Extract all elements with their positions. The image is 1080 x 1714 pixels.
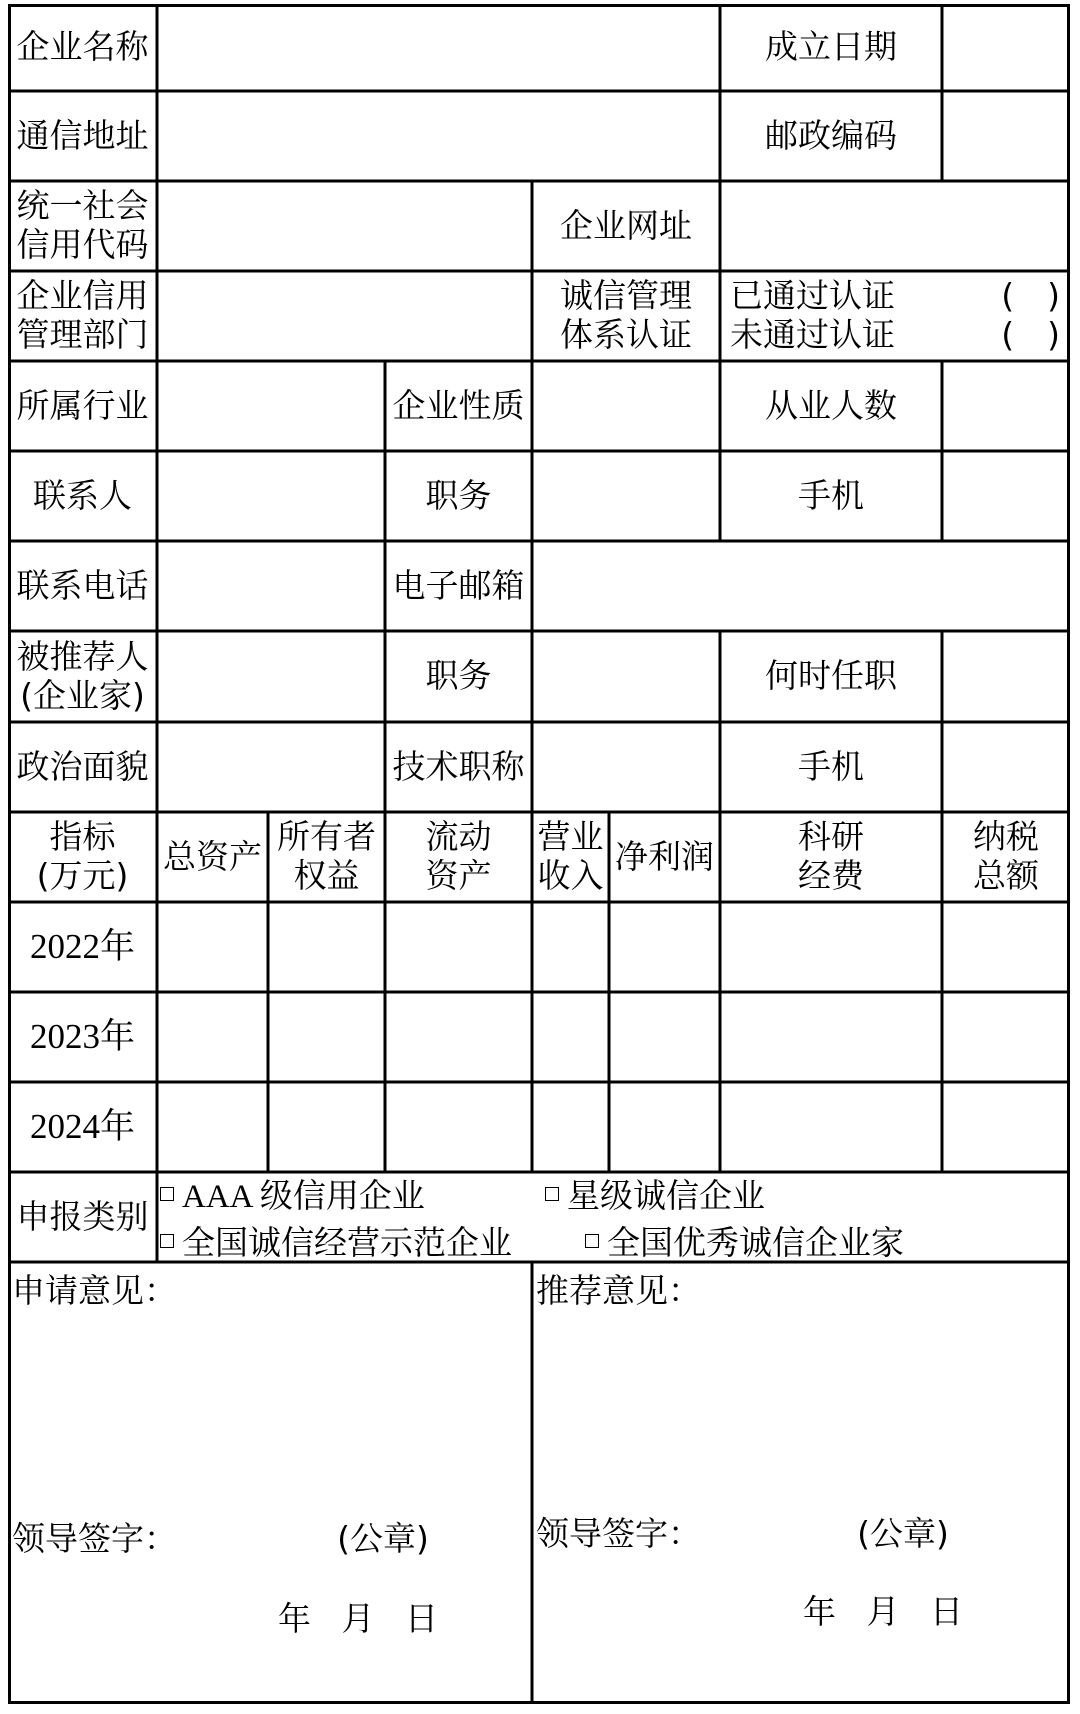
recommend-date-year: 年 (803, 1591, 836, 1631)
cert-passed-mark[interactable]: ( ) (1001, 276, 1060, 316)
email-label: 电子邮箱 (392, 565, 525, 605)
category-label: 申报类别 (16, 1196, 149, 1236)
financial-cell[interactable] (385, 992, 532, 1082)
category-option-entrepreneur[interactable] (585, 1217, 904, 1264)
financial-cell[interactable] (268, 1082, 385, 1172)
apply-date-month: 月 (341, 1598, 375, 1638)
nominee-field[interactable] (157, 631, 385, 722)
financial-cell[interactable] (942, 1082, 1070, 1172)
year-2023-label: 2023年 (29, 1017, 135, 1057)
recommend-sign-label: 领导签字： (536, 1513, 701, 1553)
col-header-rd-funds-line2: 经费 (798, 856, 864, 895)
cert-passed-label: 已通过认证 (730, 276, 895, 316)
col-header-revenue-line1: 营业 (537, 817, 604, 857)
col-header-current-assets-line1: 流动 (425, 817, 492, 857)
founded-date-field[interactable] (942, 4, 1070, 91)
col-header-current-assets (385, 812, 532, 902)
contact-mobile-field[interactable] (942, 451, 1070, 541)
star-option-label: 星级诚信企业 (567, 1176, 765, 1215)
tech-title-label: 技术职称 (392, 746, 525, 786)
nominee-position-label: 职务 (425, 656, 492, 696)
financial-cell[interactable] (532, 1082, 609, 1172)
financial-cell[interactable] (942, 992, 1070, 1082)
industry-label: 所属行业 (16, 385, 149, 425)
employees-field[interactable] (942, 361, 1070, 451)
contact-label: 联系人 (33, 475, 132, 515)
recommend-date-month: 月 (866, 1591, 900, 1631)
col-header-tax-total-line2: 总额 (973, 856, 1039, 895)
recommend-seal-label: (公章) (857, 1513, 949, 1553)
col-header-total-assets-line1: 总资产 (163, 836, 262, 876)
col-header-owner-equity (268, 812, 385, 902)
col-header-tax-total (942, 812, 1070, 902)
category-row-1 (160, 1170, 1065, 1217)
col-header-total-assets (157, 812, 268, 902)
application-form (8, 4, 1070, 1704)
founded-date-label: 成立日期 (765, 27, 897, 67)
cert-not-passed-mark[interactable]: ( ) (1001, 315, 1060, 354)
website-field[interactable] (720, 181, 1070, 271)
phone-label: 联系电话 (16, 565, 149, 605)
aaa-option-label: AAA 级信用企业 (182, 1179, 425, 1215)
financial-cell[interactable] (720, 992, 942, 1082)
nominee-label-line2: (企业家) (20, 675, 145, 715)
contact-field[interactable] (157, 451, 385, 541)
contact-mobile-label: 手机 (798, 475, 864, 515)
apply-seal-label: (公章) (337, 1518, 429, 1558)
financial-cell[interactable] (609, 992, 720, 1082)
apply-opinion-field[interactable] (12, 1316, 528, 1516)
nature-field[interactable] (532, 361, 720, 451)
demo-enterprise-checkbox[interactable] (160, 1234, 174, 1248)
financial-cell[interactable] (385, 902, 532, 992)
email-field[interactable] (532, 541, 1070, 631)
col-header-net-profit-line1: 净利润 (615, 836, 714, 876)
star-checkbox[interactable] (545, 1187, 559, 1201)
cert-not-passed-option[interactable] (730, 316, 1060, 355)
apply-date-day: 日 (405, 1598, 438, 1638)
nominee-position-field[interactable] (532, 631, 720, 722)
financial-cell[interactable] (609, 902, 720, 992)
integrity-cert-label-line1: 诚信管理 (560, 276, 692, 316)
nominee-mobile-label: 手机 (798, 746, 864, 786)
tech-title-field[interactable] (532, 722, 720, 812)
credit-code-label-line1: 统一社会 (16, 186, 149, 226)
credit-dept-label-line2: 管理部门 (16, 315, 149, 354)
company-name-label: 企业名称 (16, 27, 149, 67)
employees-label: 从业人数 (765, 385, 897, 425)
indicator-header (8, 812, 157, 902)
credit-dept-label (8, 271, 157, 361)
integrity-cert-label (532, 271, 720, 361)
apply-date-year: 年 (278, 1598, 311, 1638)
credit-code-label-line2: 信用代码 (16, 225, 149, 264)
cert-not-passed-label: 未通过认证 (730, 315, 895, 354)
website-label: 企业网址 (560, 205, 692, 245)
recommend-opinion-field[interactable] (536, 1316, 1066, 1516)
financial-cell[interactable] (157, 992, 268, 1082)
financial-cell[interactable] (532, 992, 609, 1082)
year-2022-label: 2022年 (29, 927, 135, 967)
since-label: 何时任职 (765, 656, 897, 696)
financial-cell[interactable] (720, 902, 942, 992)
credit-dept-field[interactable] (157, 271, 532, 361)
financial-cell[interactable] (720, 1082, 942, 1172)
nominee-label-line1: 被推荐人 (16, 636, 149, 676)
recommend-opinion-label: 推荐意见： (536, 1270, 701, 1310)
col-header-current-assets-line2: 资产 (425, 856, 492, 895)
credit-dept-label-line1: 企业信用 (16, 276, 149, 316)
industry-field[interactable] (157, 361, 385, 451)
credit-code-label (8, 181, 157, 271)
financial-cell[interactable] (268, 992, 385, 1082)
nature-label: 企业性质 (392, 385, 525, 425)
financial-cell[interactable] (942, 902, 1070, 992)
col-header-revenue-line2: 收入 (537, 856, 604, 895)
financial-cell[interactable] (532, 902, 609, 992)
entrepreneur-checkbox[interactable] (585, 1234, 599, 1248)
political-field[interactable] (157, 722, 385, 812)
political-label: 政治面貌 (16, 746, 149, 786)
col-header-rd-funds (720, 812, 942, 902)
indicator-header-line2: (万元) (36, 856, 129, 895)
postcode-label: 邮政编码 (765, 115, 897, 155)
financial-cell[interactable] (609, 1082, 720, 1172)
contact-position-field[interactable] (532, 451, 720, 541)
recommend-date (803, 1587, 963, 1637)
entrepreneur-option-label: 全国优秀诚信企业家 (607, 1223, 904, 1262)
col-header-rd-funds-line1: 科研 (798, 817, 864, 857)
recommend-date-day: 日 (930, 1591, 963, 1631)
address-label: 通信地址 (16, 115, 149, 155)
cert-passed-option[interactable] (730, 277, 1060, 316)
category-options (160, 1172, 1065, 1262)
credit-code-field[interactable] (157, 181, 532, 271)
since-field[interactable] (942, 631, 1070, 722)
financial-cell[interactable] (157, 902, 268, 992)
phone-field[interactable] (157, 541, 385, 631)
address-field[interactable] (157, 91, 720, 181)
category-row-2 (160, 1217, 1065, 1264)
year-2024-label: 2024年 (29, 1107, 135, 1147)
integrity-cert-label-line2: 体系认证 (560, 315, 692, 354)
aaa-checkbox[interactable] (160, 1187, 174, 1201)
apply-date (278, 1594, 438, 1644)
apply-sign-label: 领导签字： (12, 1518, 177, 1558)
col-header-revenue (532, 812, 609, 902)
company-name-field[interactable] (157, 4, 720, 91)
col-header-net-profit (609, 812, 720, 902)
nominee-mobile-field[interactable] (942, 722, 1070, 812)
category-option-demo-enterprise[interactable] (160, 1217, 585, 1264)
col-header-owner-equity-line1: 所有者 (277, 817, 376, 857)
postcode-field[interactable] (942, 91, 1070, 181)
category-option-aaa[interactable] (160, 1170, 545, 1217)
nominee-label (8, 631, 157, 722)
apply-opinion-label: 申请意见： (12, 1270, 177, 1310)
col-header-tax-total-line1: 纳税 (973, 817, 1039, 857)
cert-status-options[interactable] (720, 271, 1070, 361)
indicator-header-line1: 指标 (49, 817, 116, 857)
demo-enterprise-option-label: 全国诚信经营示范企业 (182, 1223, 512, 1262)
contact-position-label: 职务 (425, 475, 492, 515)
financial-cell[interactable] (157, 1082, 268, 1172)
category-option-star[interactable] (545, 1170, 765, 1217)
financial-cell[interactable] (385, 1082, 532, 1172)
col-header-owner-equity-line2: 权益 (293, 856, 360, 895)
financial-cell[interactable] (268, 902, 385, 992)
